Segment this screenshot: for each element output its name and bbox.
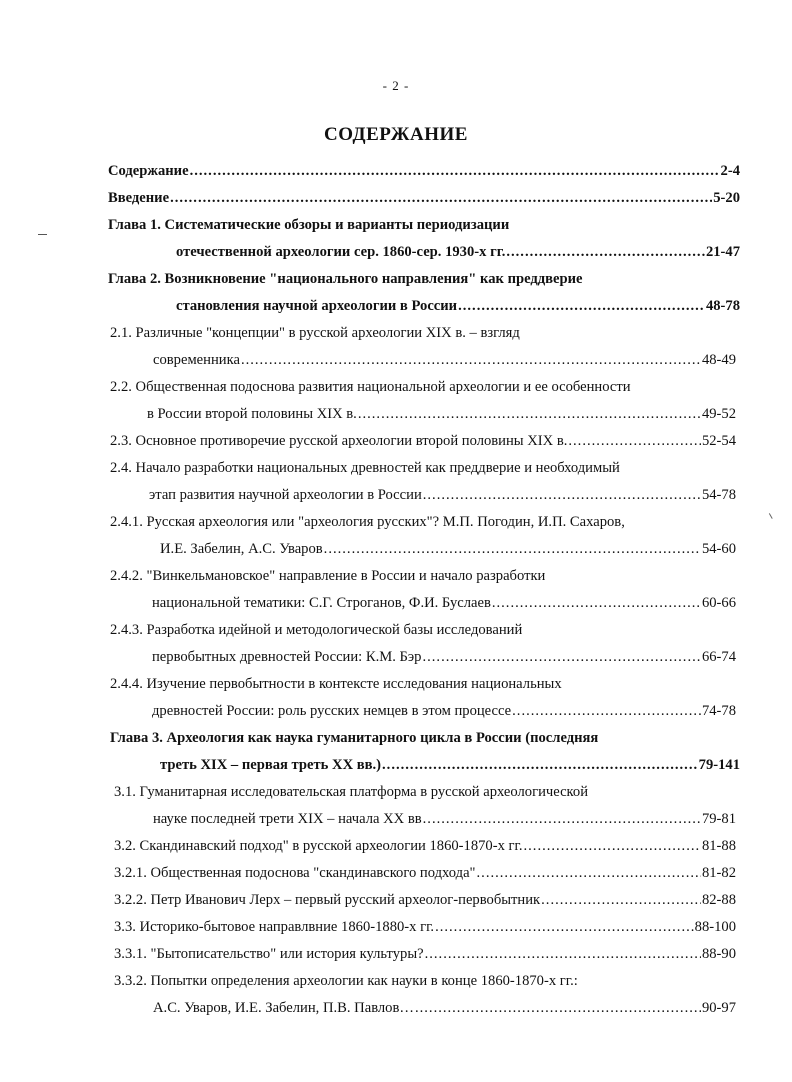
toc-entry-title: в России второй половины XIX в. (147, 406, 357, 422)
toc-entry-title: 3.2.1. Общественная подоснова "скандинавского подхода" (114, 865, 476, 881)
toc-entry-title: 3.2. Скандинавский подход" в русской археологии 1860-1870-х гг. (114, 838, 523, 854)
leader-dots (422, 647, 700, 667)
page-number: - 2 - (382, 78, 410, 93)
leader-dots (512, 701, 701, 721)
toc-entry[interactable] (114, 944, 736, 964)
toc-entry-pages: 52-54 (701, 433, 736, 449)
toc-entry-pages: 5-20 (713, 190, 740, 206)
toc-entry-line2[interactable] (153, 998, 736, 1018)
toc-entry-line2[interactable] (160, 755, 740, 775)
toc-entry-title: 2.4.4. Изучение первобытности в контексте исследования национальных (110, 676, 562, 692)
toc-entry-title: первобытных древностей России: К.М. Бэр (152, 649, 422, 665)
leader-dots (358, 404, 701, 424)
leader-dots (382, 755, 698, 775)
toc-entry-line1[interactable] (110, 323, 520, 343)
toc-entry-line2[interactable] (149, 485, 736, 505)
leader-dots (524, 836, 701, 856)
toc-entry-title: 2.1. Различные "концепции" в русской археологии XIX в. – взгляд (110, 325, 520, 341)
toc-entry[interactable] (114, 836, 736, 856)
toc-entry-title: 2.4. Начало разработки национальных древностей как преддверие и необходимый (110, 460, 620, 476)
toc-entry-pages: 81-82 (701, 865, 736, 881)
leader-dots (190, 161, 720, 181)
toc-entry-line2[interactable] (176, 296, 740, 316)
toc-entry-title: этап развития научной археологии в России (149, 487, 422, 503)
leader-dots (435, 917, 694, 937)
toc-entry-title: 3.2.2. Петр Иванович Лерх – первый русский археолог-первобытник (114, 892, 541, 908)
toc-entry-title: И.Е. Забелин, А.С. Уваров (160, 541, 323, 557)
toc-entry-line1[interactable] (110, 728, 598, 748)
toc-entry-pages: 74-78 (701, 703, 736, 719)
toc-entry-title: современника (153, 352, 240, 368)
leader-dots (423, 485, 701, 505)
leader-dots (241, 350, 701, 370)
toc-entry-title: 3.1. Гуманитарная исследовательская платформа в русской археологической (114, 784, 589, 800)
toc-entry-line1[interactable] (114, 971, 578, 991)
toc-entry-pages: 49-52 (701, 406, 736, 422)
toc-entry-pages: 90-97 (701, 1000, 736, 1016)
toc-entry-title: Глава 2. Возникновение "национального направления" как преддверие (108, 271, 583, 287)
toc-entry[interactable] (108, 188, 740, 208)
toc-entry-line2[interactable] (152, 647, 736, 667)
toc-entry-line2[interactable] (152, 701, 736, 721)
toc-entry-title: Введение (108, 190, 170, 206)
toc-entry-line1[interactable] (110, 458, 620, 478)
toc-entry-title: 2.2. Общественная подоснова развития национальной археологии и ее особенности (110, 379, 631, 395)
toc-entry-line2[interactable] (153, 350, 736, 370)
toc-entry[interactable] (114, 917, 736, 937)
toc-entry-title: древностей России: роль русских немцев в этом процессе (152, 703, 512, 719)
toc-entry-pages: 2-4 (720, 163, 740, 179)
toc-entry[interactable] (114, 863, 736, 883)
toc-entry-line1[interactable] (110, 620, 522, 640)
toc-entry-pages: 79-81 (701, 811, 736, 827)
toc-entry-line1[interactable] (110, 377, 631, 397)
toc-entry-line2[interactable] (176, 242, 740, 262)
toc-entry-title: 2.4.2. "Винкельмановское" направление в России и начало разработки (110, 568, 546, 584)
toc-entry-line1[interactable] (110, 674, 562, 694)
toc-entry-pages: 88-100 (694, 919, 736, 935)
toc-entry-title: 3.3. Историко-бытовое направлвние 1860-1880-х гг. (114, 919, 435, 935)
toc-entry-title: треть XIX – первая треть XX вв.) (160, 757, 382, 773)
leader-dots (492, 593, 701, 613)
toc-entry-title: 2.4.3. Разработка идейной и методологической базы исследований (110, 622, 523, 638)
toc-entry-title: Глава 3. Археология как наука гуманитарного цикла в России (последняя (110, 730, 599, 746)
toc-entry-pages: 48-49 (701, 352, 736, 368)
toc-entry-line2[interactable] (153, 809, 736, 829)
leader-dots (170, 188, 712, 208)
toc-entry-title: науке последней трети XIX – начала XX вв (153, 811, 422, 827)
leader-dots (568, 431, 701, 451)
leader-dots (423, 809, 701, 829)
toc-entry-title: становления научной археологии в России (176, 298, 458, 314)
leader-dots (425, 944, 701, 964)
toc-entry-pages: 82-88 (701, 892, 736, 908)
toc-entry-line2[interactable] (160, 539, 736, 559)
page-title: СОДЕРЖАНИЕ (324, 124, 468, 145)
leader-dots (458, 296, 705, 316)
leader-dots (477, 863, 701, 883)
toc-entry-pages: 79-141 (698, 757, 740, 773)
leader-dots (541, 890, 701, 910)
toc-entry-pages: 66-74 (701, 649, 736, 665)
toc-entry-title: 2.3. Основное противоречие русской археологии второй половины XIX в. (110, 433, 568, 449)
toc-entry-pages: 54-78 (701, 487, 736, 503)
toc-entry-pages: 48-78 (705, 298, 740, 314)
toc-entry-line2[interactable] (152, 593, 736, 613)
toc-entry-title: Глава 1. Систематические обзоры и варианты периодизации (108, 217, 510, 233)
toc-entry[interactable] (114, 890, 736, 910)
toc-entry-line1[interactable] (110, 566, 545, 586)
leader-dots (506, 242, 705, 262)
toc-entry[interactable] (108, 161, 740, 181)
toc-entry-line1[interactable] (108, 269, 583, 289)
toc-entry-title: Содержание (108, 163, 189, 179)
toc-entry-title: А.С. Уваров, И.Е. Забелин, П.В. Павлов… (153, 1000, 414, 1016)
toc-entry-pages: 88-90 (701, 946, 736, 962)
toc-entry-title: отечественной археологии сер. 1860-сер. 1930-х гг. (176, 244, 506, 260)
toc-entry-title: национальной тематики: С.Г. Строганов, Ф.И. Буслаев (152, 595, 491, 611)
toc-entry-line1[interactable] (110, 512, 625, 532)
toc-entry-line1[interactable] (114, 782, 588, 802)
toc-entry-line2[interactable] (147, 404, 736, 424)
toc-entry-title: 2.4.1. Русская археология или "археология русских"? М.П. Погодин, И.П. Сахаров, (110, 514, 625, 530)
toc-entry-pages: 21-47 (705, 244, 740, 260)
toc-entry-title: 3.3.2. Попытки определения археологии как науки в конце 1860-1870-х гг.: (114, 973, 578, 989)
toc-entry-line1[interactable] (108, 215, 509, 235)
leader-dots (415, 998, 701, 1018)
toc-entry-pages: 60-66 (701, 595, 736, 611)
toc-entry[interactable] (110, 431, 736, 451)
toc-entry-pages: 54-60 (701, 541, 736, 557)
toc-entry-title: 3.3.1. "Бытописательство" или история культуры? (114, 946, 424, 962)
toc-entry-pages: 81-88 (701, 838, 736, 854)
leader-dots (324, 539, 701, 559)
